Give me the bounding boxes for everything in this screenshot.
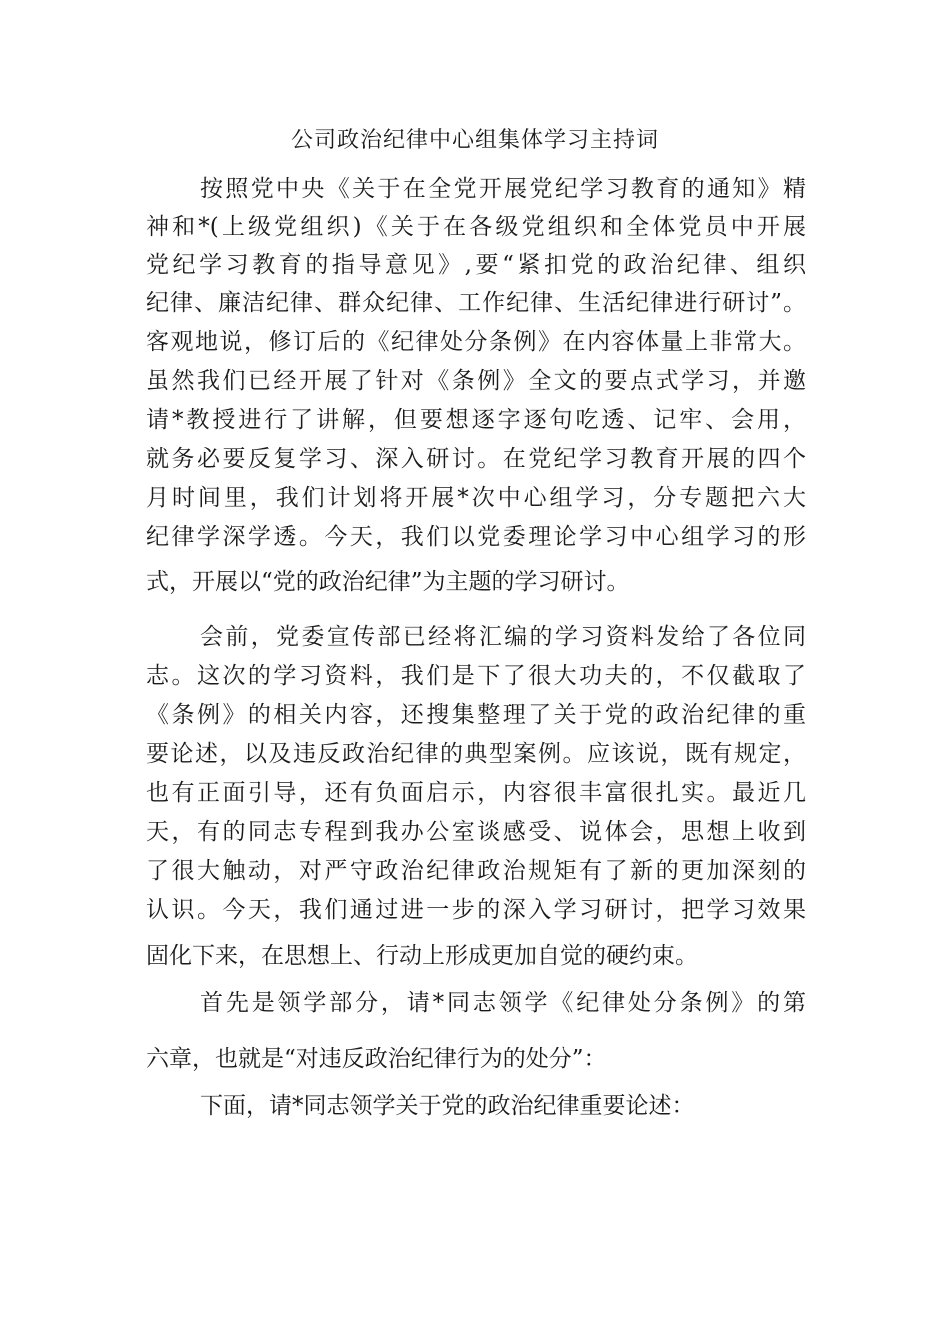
paragraph-line: 纪律学深学透。今天，我们以党委理论学习中心组学习的形 xyxy=(146,524,806,550)
paragraph-line: 会前，党委宣传部已经将汇编的学习资料发给了各位同 xyxy=(200,624,806,650)
paragraph-line: 认识。今天，我们通过进一步的深入学习研讨，把学习效果 xyxy=(146,897,806,923)
paragraph-line: 就务必要反复学习、深入研讨。在党纪学习教育开展的四个 xyxy=(146,446,806,472)
paragraph-line: 下面，请*同志领学关于党的政治纪律重要论述： xyxy=(200,1093,695,1119)
paragraph-line: 了很大触动，对严守政治纪律政治规矩有了新的更加深刻的 xyxy=(146,858,806,884)
paragraph-line: 固化下来，在思想上、行动上形成更加自觉的硬约束。 xyxy=(146,943,698,969)
paragraph-line: 纪律、廉洁纪律、群众纪律、工作纪律、生活纪律进行研讨”。 xyxy=(146,290,806,316)
paragraph-line: 按照党中央《关于在全党开展党纪学习教育的通知》精 xyxy=(200,176,806,202)
paragraph-line: 志。这次的学习资料，我们是下了很大功夫的，不仅截取了 xyxy=(146,663,806,689)
paragraph-line: 神和*(上级党组织)《关于在各级党组织和全体党员中开展 xyxy=(146,214,806,240)
paragraph-line: 《条例》的相关内容，还搜集整理了关于党的政治纪律的重 xyxy=(146,702,806,728)
paragraph-line: 要论述，以及违反政治纪律的典型案例。应该说，既有规定， xyxy=(146,741,806,767)
document-title: 公司政治纪律中心组集体学习主持词 xyxy=(290,128,659,153)
paragraph-line: 党纪学习教育的指导意见》,要“紧扣党的政治纪律、组织 xyxy=(146,252,806,278)
paragraph-line: 天，有的同志专程到我办公室谈感受、说体会，思想上收到 xyxy=(146,819,806,845)
paragraph-line: 式，开展以“党的政治纪律”为主题的学习研讨。 xyxy=(146,569,630,595)
paragraph-line: 六章，也就是“对违反政治纪律行为的处分”： xyxy=(146,1046,607,1072)
paragraph-line: 首先是领学部分，请*同志领学《纪律处分条例》的第 xyxy=(200,990,806,1016)
paragraph-line: 虽然我们已经开展了针对《条例》全文的要点式学习，并邀 xyxy=(146,368,806,394)
paragraph-line: 也有正面引导，还有负面启示，内容很丰富很扎实。最近几 xyxy=(146,780,806,806)
paragraph-line: 请*教授进行了讲解，但要想逐字逐句吃透、记牢、会用， xyxy=(146,407,806,433)
paragraph-line: 月时间里，我们计划将开展*次中心组学习，分专题把六大 xyxy=(146,485,806,511)
paragraph-line: 客观地说，修订后的《纪律处分条例》在内容体量上非常大。 xyxy=(146,329,806,355)
